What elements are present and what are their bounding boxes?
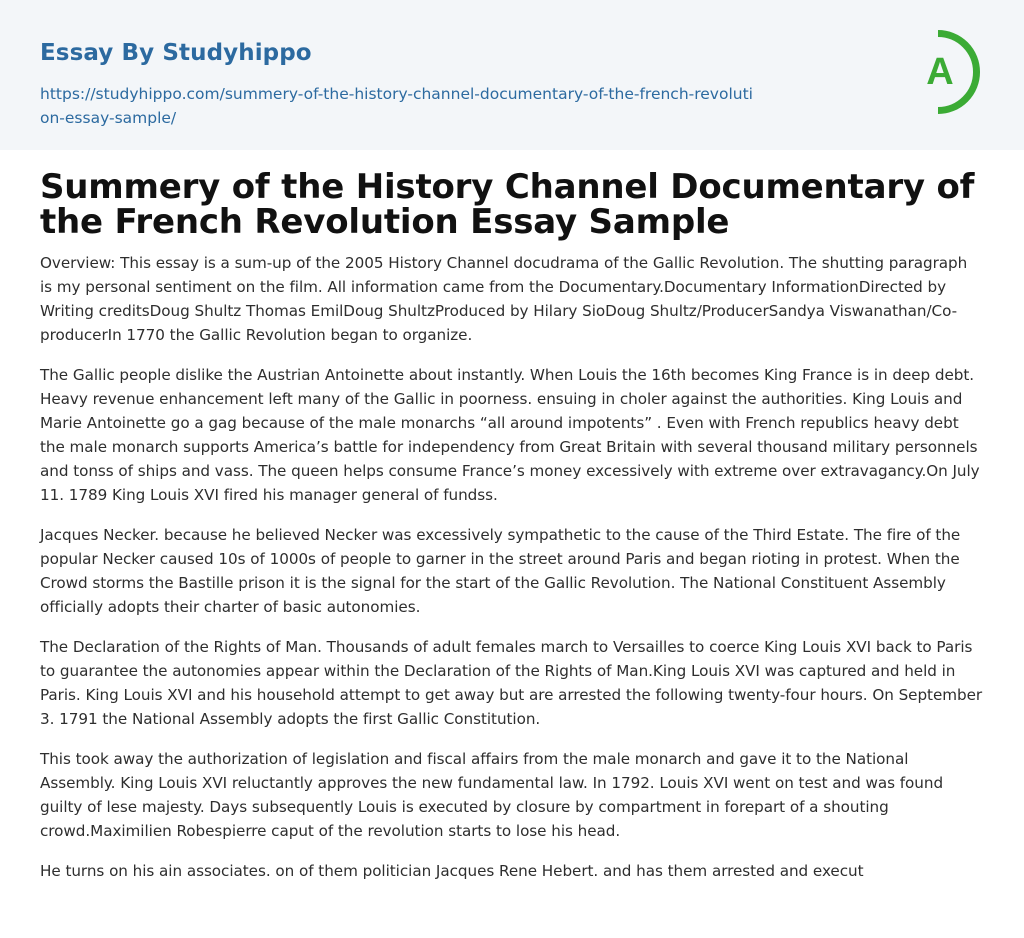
page-title: Summery of the History Channel Documentary of the French Revolution Essay Sample: [40, 167, 975, 242]
studyhippo-logo-icon[interactable]: [910, 28, 988, 116]
article: [40, 167, 984, 883]
article-paragraph: The Declaration of the Rights of Man. Thousands of adult females march to Versailles to coerce King Louis XVI back to Paris to guarantee the autonomies appear within the Declaration of the Rights of Man.King Louis XVI was captured and held in Paris. King Louis XVI and his household attempt to get away but are arrested the following twenty-four hours. On September 3. 1791 the National Assembly adopts the first Gallic Constitution.: [40, 638, 983, 728]
logo-letter: A: [926, 51, 954, 93]
brand-title[interactable]: Essay By Studyhippo: [40, 40, 312, 66]
site-header: [0, 0, 1024, 150]
article-paragraph: The Gallic people dislike the Austrian Antoinette about instantly. When Louis the 16th becomes King France is in deep debt. Heavy revenue enhancement left many of the Gallic in poorness. ensuing in choler against the authorities. King Louis and Marie Antoinette go a gag because of the male monarchs “all around impotents” . Even with French republics heavy debt the male monarch supports America’s battle for independency from Great Britain with several thousand military personnels and tonss of ships and vass. The queen helps consume France’s money excessively with extreme over extravagancy.On July 11. 1789 King Louis XVI fired his manager general of fundss.: [40, 366, 980, 504]
article-paragraph: He turns on his ain associates. on of them politician Jacques Rene Hebert. and has them arrested and execut: [40, 862, 864, 880]
article-paragraph: Jacques Necker. because he believed Necker was excessively sympathetic to the cause of the Third Estate. The fire of the popular Necker caused 10s of 1000s of people to garner in the street around Paris and began rioting in protest. When the Crowd storms the Bastille prison it is the signal for the start of the Gallic Revolution. The National Constituent Assembly officially adopts their charter of basic autonomies.: [40, 526, 961, 616]
article-paragraph: Overview: This essay is a sum-up of the 2005 History Channel docudrama of the Gallic Revolution. The shutting paragraph is my personal sentiment on the film. All information came from the Documentary.Documentary InformationDirected by Writing creditsDoug Shultz Thomas EmilDoug ShultzProduced by Hilary SioDoug Shultz/ProducerSandya Viswanathan/Co-producerIn 1770 the Gallic Revolution began to organize.: [40, 254, 968, 344]
source-url-link[interactable]: https://studyhippo.com/summery-of-the-history-channel-documentary-of-the-french-revolution-essay-sample/: [40, 85, 753, 127]
article-paragraph: This took away the authorization of legislation and fiscal affairs from the male monarch and gave it to the National Assembly. King Louis XVI reluctantly approves the new fundamental law. In 1792. Louis XVI went on test and was found guilty of lese majesty. Days subsequently Louis is executed by closure by compartment in forepart of a shouting crowd.Maximilien Robespierre caput of the revolution starts to lose his head.: [40, 750, 944, 840]
